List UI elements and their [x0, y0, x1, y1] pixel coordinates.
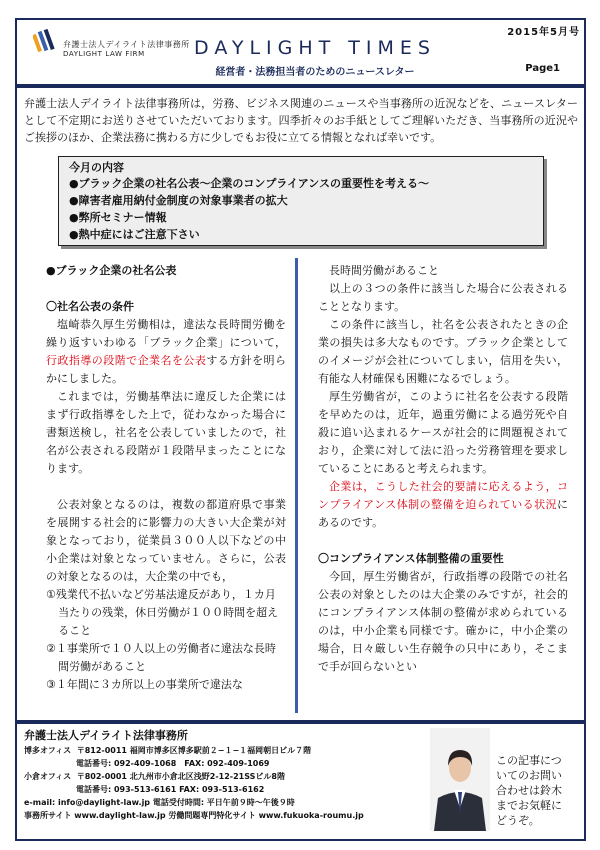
- emphasis-text: 企業は，こうした社会的要請に応えるよう，コンプライアンス体制の整備を迫られている状況: [318, 480, 568, 511]
- page-number: Page1: [525, 63, 560, 74]
- article-paragraph: [46, 316, 286, 388]
- condition-item: ②１事業所で１０人以上の労働者に違法な長時間労働があること: [46, 642, 276, 673]
- kokura-office: [24, 770, 444, 783]
- paragraph-text: にあるのです。: [318, 498, 568, 529]
- office-label: 博多オフィス: [24, 746, 72, 755]
- hakata-office: [24, 744, 444, 757]
- column-divider: [295, 258, 298, 713]
- condition-item: ①残業代不払いなど労基法違反があり，１カ月当たりの残業，休日労働が１００時間を超えること: [46, 588, 279, 637]
- office-label: 小倉オフィス: [24, 772, 72, 781]
- section-heading: 〇社名公表の条件: [46, 300, 134, 313]
- office-address: 〒812-0011 福岡市博多区博多駅前２−１−１福岡朝日ビル７階: [76, 746, 312, 755]
- toc-item: ●ブラック企業の社名公表〜企業のコンプライアンスの重要性を考える〜: [69, 177, 429, 190]
- article-paragraph: 今回，厚生労働省が，行政指導の段階での社名公表の対象としたのは大企業のみですが，社会的にコンプライアンス体制の整備が求められているのは，中小企業も同様です。確かに，中小企業の場合，日々厳しい生存競争の只中にあり，そこまで手が回らないとい: [318, 570, 568, 673]
- sites-line: 事務所サイト www.daylight-law.jp 労働問題専門特化サイト www.fukuoka-roumu.jp: [24, 811, 364, 820]
- office-address: 〒802-0001 北九州市小倉北区浅野2-12-21SSビル8階: [76, 772, 285, 781]
- article-paragraph: 厚生労働省が，このように社名を公表する段階を早めたのは，近年，過重労働による過労死や自殺に追い込まれるケースが社会的に問題視されており，企業に対して法に沿った労務管理を要求していることにあると考えられます。: [318, 390, 568, 475]
- article-column-right: [318, 262, 568, 676]
- article-paragraph: 公表対象となるのは，複数の都道府県で事業を展開する社会的に影響力の大きい大企業が対象となっており，従業員３００人以下などの中小企業は対象となっていません。さらに，公表の対象となるのは，大企業の中でも，: [46, 498, 286, 583]
- toc-item: ●熱中症にはご注意下さい: [69, 228, 200, 241]
- footer-divider: [15, 720, 586, 724]
- newsletter-subtitle: 経営者・法務担当者のためのニュースレター: [215, 67, 415, 78]
- article-paragraph: これまでは，労働基準法に違反した企業にはまず行政指導をした上で，従わなかった場合に書類送検し，社名を公表していましたので，社名が公表される段階が１段階早まったことになります。: [46, 390, 286, 475]
- header-divider: [15, 84, 586, 88]
- kokura-phone: 電話番号: 093-513-6161 FAX: 093-513-6162: [76, 785, 265, 794]
- paragraph-text: する方針を明らかにしました。: [46, 354, 287, 385]
- attorney-photo: [430, 728, 490, 831]
- toc-item: ●弊所セミナー情報: [69, 211, 167, 224]
- intro-paragraph: 弁護士法人デイライト法律事務所は，労務、ビジネス関連のニュースや当事務所の近況などを、ニュースレターとして不定期にお送りさせていただいております。四季折々のお手紙としてご理解いただき、当事務所の近況やご挨拶のほか、企業法務に携わる方に少しでもお役に立てる情報となれば幸いです。: [24, 97, 578, 144]
- contact-note: この記事についてのお問い合わせは鈴木までお気軽にどうぞ。: [496, 754, 562, 827]
- toc-title: 今月の内容: [69, 161, 124, 174]
- condition-item-continued: 長時間労働があること: [329, 264, 439, 277]
- daylight-logo-icon: [33, 28, 57, 56]
- section-heading: 〇コンプライアンス体制整備の重要性: [318, 552, 504, 565]
- footer-firm-name: 弁護士法人デイライト法律事務所: [24, 729, 188, 742]
- newsletter-header: [15, 18, 586, 84]
- article-heading: ●ブラック企業の社名公表: [46, 264, 177, 277]
- article-paragraph: この条件に該当し，社名を公表されたときの企業の損失は多大なものです。ブラック企業としてのイメージが会社についてしまい，信用を失い，有能な人材確保も困難になるでしょう。: [318, 318, 568, 385]
- emphasis-text: 行政指導の段階で企業名を公表: [46, 354, 207, 367]
- email-line: e-mail: info@daylight-law.jp 電話受付時間: 平日午前９時〜午後９時: [24, 798, 295, 807]
- firm-name-jp: 弁護士法人デイライト法律事務所: [63, 40, 190, 49]
- toc-item: ●障害者雇用納付金制度の対象事業者の拡大: [69, 194, 288, 207]
- article-paragraph: [318, 478, 568, 532]
- hakata-phone: 電話番号: 092-409-1068 FAX: 092-409-1069: [76, 759, 270, 768]
- paragraph-text: 塩崎恭久厚生労働相は，違法な長時間労働を繰り返すいわゆる「ブラック企業」について，: [46, 318, 286, 349]
- firm-name-en: DAYLIGHT LAW FIRM: [63, 50, 145, 58]
- newsletter-title: DAYLIGHT TIMES: [194, 37, 436, 59]
- article-column-left: [46, 262, 286, 694]
- table-of-contents: [58, 156, 544, 246]
- issue-date: 2015年5月号: [507, 27, 580, 38]
- condition-item: ③１年間に３カ所以上の事業所で違法な: [46, 678, 243, 691]
- article-paragraph: 以上の３つの条件に該当した場合に公表されることとなります。: [318, 282, 568, 313]
- footer-contact: [24, 728, 444, 822]
